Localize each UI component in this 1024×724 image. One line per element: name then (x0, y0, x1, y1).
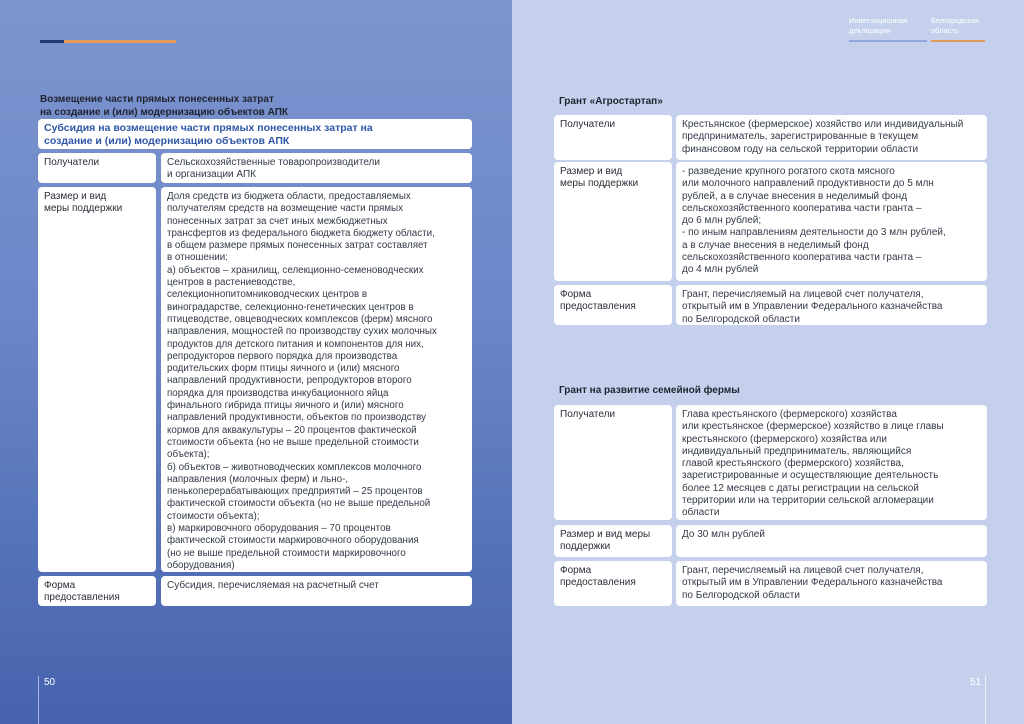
agrostartap-size-label: Размер и вид меры поддержки (554, 162, 672, 281)
left-footer-line (38, 676, 39, 724)
family-farm-size-value: До 30 млн рублей (676, 525, 987, 557)
page-number-right: 51 (970, 677, 982, 688)
agrostartap-form-label: Форма предоставления (554, 285, 672, 325)
form-value: Субсидия, перечисляемая на расчетный счет (161, 576, 472, 606)
header-line-orange (931, 40, 985, 42)
decor-bar-navy (40, 40, 64, 43)
family-farm-size-label: Размер и вид меры поддержки (554, 525, 672, 557)
recipients-label: Получатели (38, 153, 156, 183)
right-footer-line (985, 676, 986, 724)
agrostartap-recipients-value: Крестьянское (фермерское) хозяйство или индивидуальный предприниматель, зарегистрированные в текущем финансовом году на сельской территории области (676, 115, 987, 160)
recipients-value: Сельскохозяйственные товаропроизводители и организации АПК (161, 153, 472, 183)
decor-bar-orange (64, 40, 176, 43)
family-farm-form-value: Грант, перечисляемый на лицевой счет получателя, открытый им в Управлении Федерального казначейства по Белгородской области (676, 561, 987, 606)
family-farm-form-label: Форма предоставления (554, 561, 672, 606)
family-farm-title: Грант на развитие семейной фермы (559, 385, 740, 396)
header-line-blue (849, 40, 927, 42)
subsidy-title-box: Субсидия на возмещение части прямых понесенных затрат на создание и (или) модернизацию объектов АПК (38, 119, 472, 149)
family-farm-recipients-label: Получатели (554, 405, 672, 520)
form-label: Форма предоставления (38, 576, 156, 606)
agrostartap-recipients-label: Получатели (554, 115, 672, 160)
right-page (512, 0, 1024, 724)
agrostartap-size-value: - разведение крупного рогатого скота мясного или молочного направлений продуктивности до 5 млн рублей, а в случае внесения в неделимый фонд сельскохозяйственного кооператива части гранта – до 6 млн рублей; - по иным направлениям деятельности до 3 млн рублей, а в случае внесения в неделимый фонд сельскохозяйственного кооператива части гранта – до 4 млн рублей (676, 162, 987, 281)
agrostartap-form-value: Грант, перечисляемый на лицевой счет получателя, открытый им в Управлении Федерального казначейства по Белгородской области (676, 285, 987, 325)
family-farm-recipients-value: Глава крестьянского (фермерского) хозяйства или крестьянское (фермерское) хозяйство в лице главы крестьянского (фермерского) хозяйства или индивидуальный предприниматель, являющийся главой крестьянского (фермерского) хозяйства, зарегистрированные и осуществляющие деятельность более 12 месяцев с даты регистрации на сельской территории или на территории сельской агломерации области (676, 405, 987, 520)
header-investment-declaration[interactable]: Инвестиционная декларация (849, 16, 908, 35)
support-size-label: Размер и вид меры поддержки (38, 187, 156, 572)
left-section-title: Возмещение части прямых понесенных затрат на создание и (или) модернизацию объектов АПК (40, 94, 288, 118)
header-belgorod-region[interactable]: Белгородская область (931, 16, 979, 35)
page-number-left: 50 (44, 677, 56, 688)
support-size-value: Доля средств из бюджета области, предоставляемых получателям средств на возмещение части прямых понесенных затрат за счет иных межбюджетных трансфертов из федерального бюджета бюджету области, в общем размере прямых понесенных затрат составляет в отношении: а) объектов – хранилищ, селекционно-семеноводческих центров в растениеводстве, селекционнопитомниководческих центров в виноградарстве, селекционно-генетических центров в птицеводстве, овцеводческих комплексов (ферм) мясного направления, мощностей по производству сухих молочных продуктов для детского питания и компонентов для них, репродукторов первого порядка для производства родительских форм птицы яичного и (или) мясного направлений продуктивности, репродукторов второго порядка для производства инкубационного яйца финального гибрида птицы яичного и (или) мясного направлений продуктивности, объектов по производству кормов для аквакультуры – 20 процентов фактической стоимости объекта (но не выше предельной стоимости объекта); б) объектов – животноводческих комплексов молочного направления (молочных ферм) и льно-, пенькоперерабатывающих предприятий – 25 процентов фактической стоимости объекта (но не выше предельной стоимости объекта); в) маркировочного оборудования – 70 процентов фактической стоимости маркировочного оборудования (но не выше предельной стоимости маркировочного оборудования) (161, 187, 472, 572)
agrostartap-title: Грант «Агростартап» (559, 96, 663, 107)
